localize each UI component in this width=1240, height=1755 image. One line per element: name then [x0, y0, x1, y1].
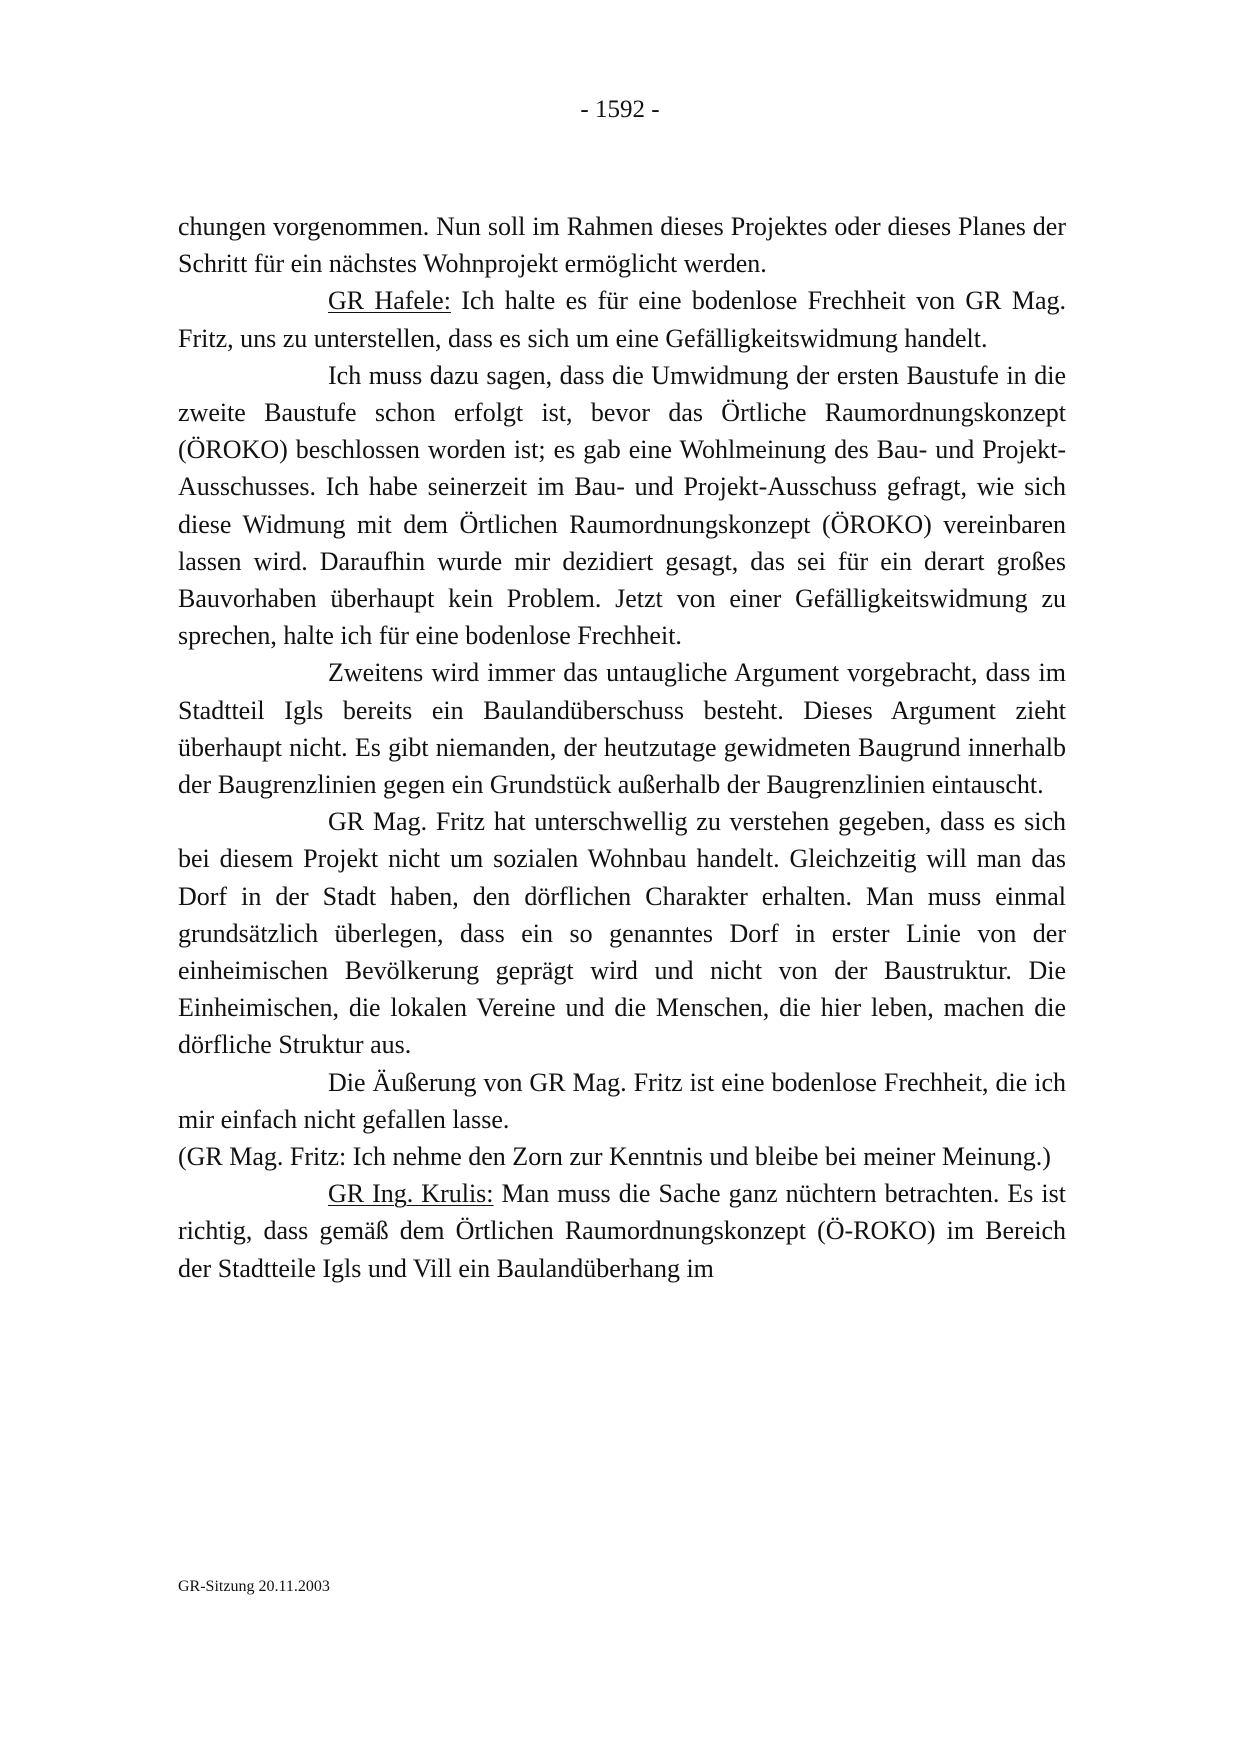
interjection	[178, 1138, 1066, 1175]
paragraph-8	[178, 1175, 1066, 1287]
paragraph-text: Zweitens wird immer das untaugliche Argument vorgebracht, dass im Stadtteil Igls bereits ein Baulandüberschuss besteht. Dieses Argument zieht überhaupt nicht. Es gibt niemanden, der heutzutage gewidmeten Baugrund innerhalb der Baugrenzlinien gegen ein Grundstück außerhalb der Baugrenzlinien eintauscht.	[178, 658, 1066, 800]
paragraph-text: Die Äußerung von GR Mag. Fritz ist eine bodenlose Frechheit, die ich mir einfach nicht gefallen lasse.	[178, 1067, 1066, 1134]
paragraph-1	[178, 208, 1066, 282]
paragraph-text: (GR Mag. Fritz: Ich nehme den Zorn zur Kenntnis und bleibe bei meiner Meinung.)	[178, 1142, 1051, 1172]
paragraph-text: Ich muss dazu sagen, dass die Umwidmung der ersten Baustufe in die zweite Baustufe schon erfolgt ist, bevor das Örtliche Raumordnungskonzept (ÖROKO) beschlossen worden ist; es gab eine Wohlmeinung des Bau- und Projekt-Ausschusses. Ich habe seinerzeit im Bau- und Projekt-Ausschuss gefragt, wie sich diese Widmung mit dem Örtlichen Raumordnungskonzept (ÖROKO) vereinbaren lassen wird. Daraufhin wurde mir dezidiert gesagt, das sei für ein derart großes Bauvorhaben überhaupt kein Problem. Jetzt von einer Gefälligkeitswidmung zu sprechen, halte ich für eine bodenlose Frechheit.	[178, 360, 1066, 651]
page-number: - 1592 -	[580, 96, 660, 123]
paragraph-6	[178, 1064, 1066, 1138]
body-text	[178, 208, 1066, 1287]
paragraph-5	[178, 803, 1066, 1063]
paragraph-2	[178, 282, 1066, 356]
paragraph-4	[178, 654, 1066, 803]
paragraph-text: chungen vorgenommen. Nun soll im Rahmen dieses Projektes oder dieses Planes der Schritt für ein nächstes Wohnprojekt ermöglicht werden.	[178, 212, 1066, 279]
speaker-name: GR Hafele:	[328, 286, 451, 316]
paragraph-text: Man muss die Sache ganz nüchtern betrachten. Es ist richtig, dass gemäß dem Örtlichen Raumordnungskonzept (Ö-ROKO) im Bereich der Stadtteile Igls und Vill ein Baulandüberhang im	[178, 1179, 1066, 1283]
footer-session-date: GR-Sitzung 20.11.2003	[178, 1578, 330, 1595]
paragraph-3	[178, 357, 1066, 655]
speaker-name: GR Ing. Krulis:	[328, 1179, 494, 1209]
paragraph-text: GR Mag. Fritz hat unterschwellig zu verstehen gegeben, dass es sich bei diesem Projekt nicht um sozialen Wohnbau handelt. Gleichzeitig will man das Dorf in der Stadt haben, den dörflichen Charakter erhalten. Man muss einmal grundsätzlich überlegen, dass ein so genanntes Dorf in erster Linie von der einheimischen Bevölkerung geprägt wird und nicht von der Baustruktur. Die Einheimischen, die lokalen Vereine und die Menschen, die hier leben, machen die dörfliche Struktur aus.	[178, 807, 1066, 1060]
paragraph-text: Ich halte es für eine bodenlose Frechheit von GR Mag. Fritz, uns zu unterstellen, dass es sich um eine Gefälligkeitswidmung handelt.	[178, 286, 1066, 353]
